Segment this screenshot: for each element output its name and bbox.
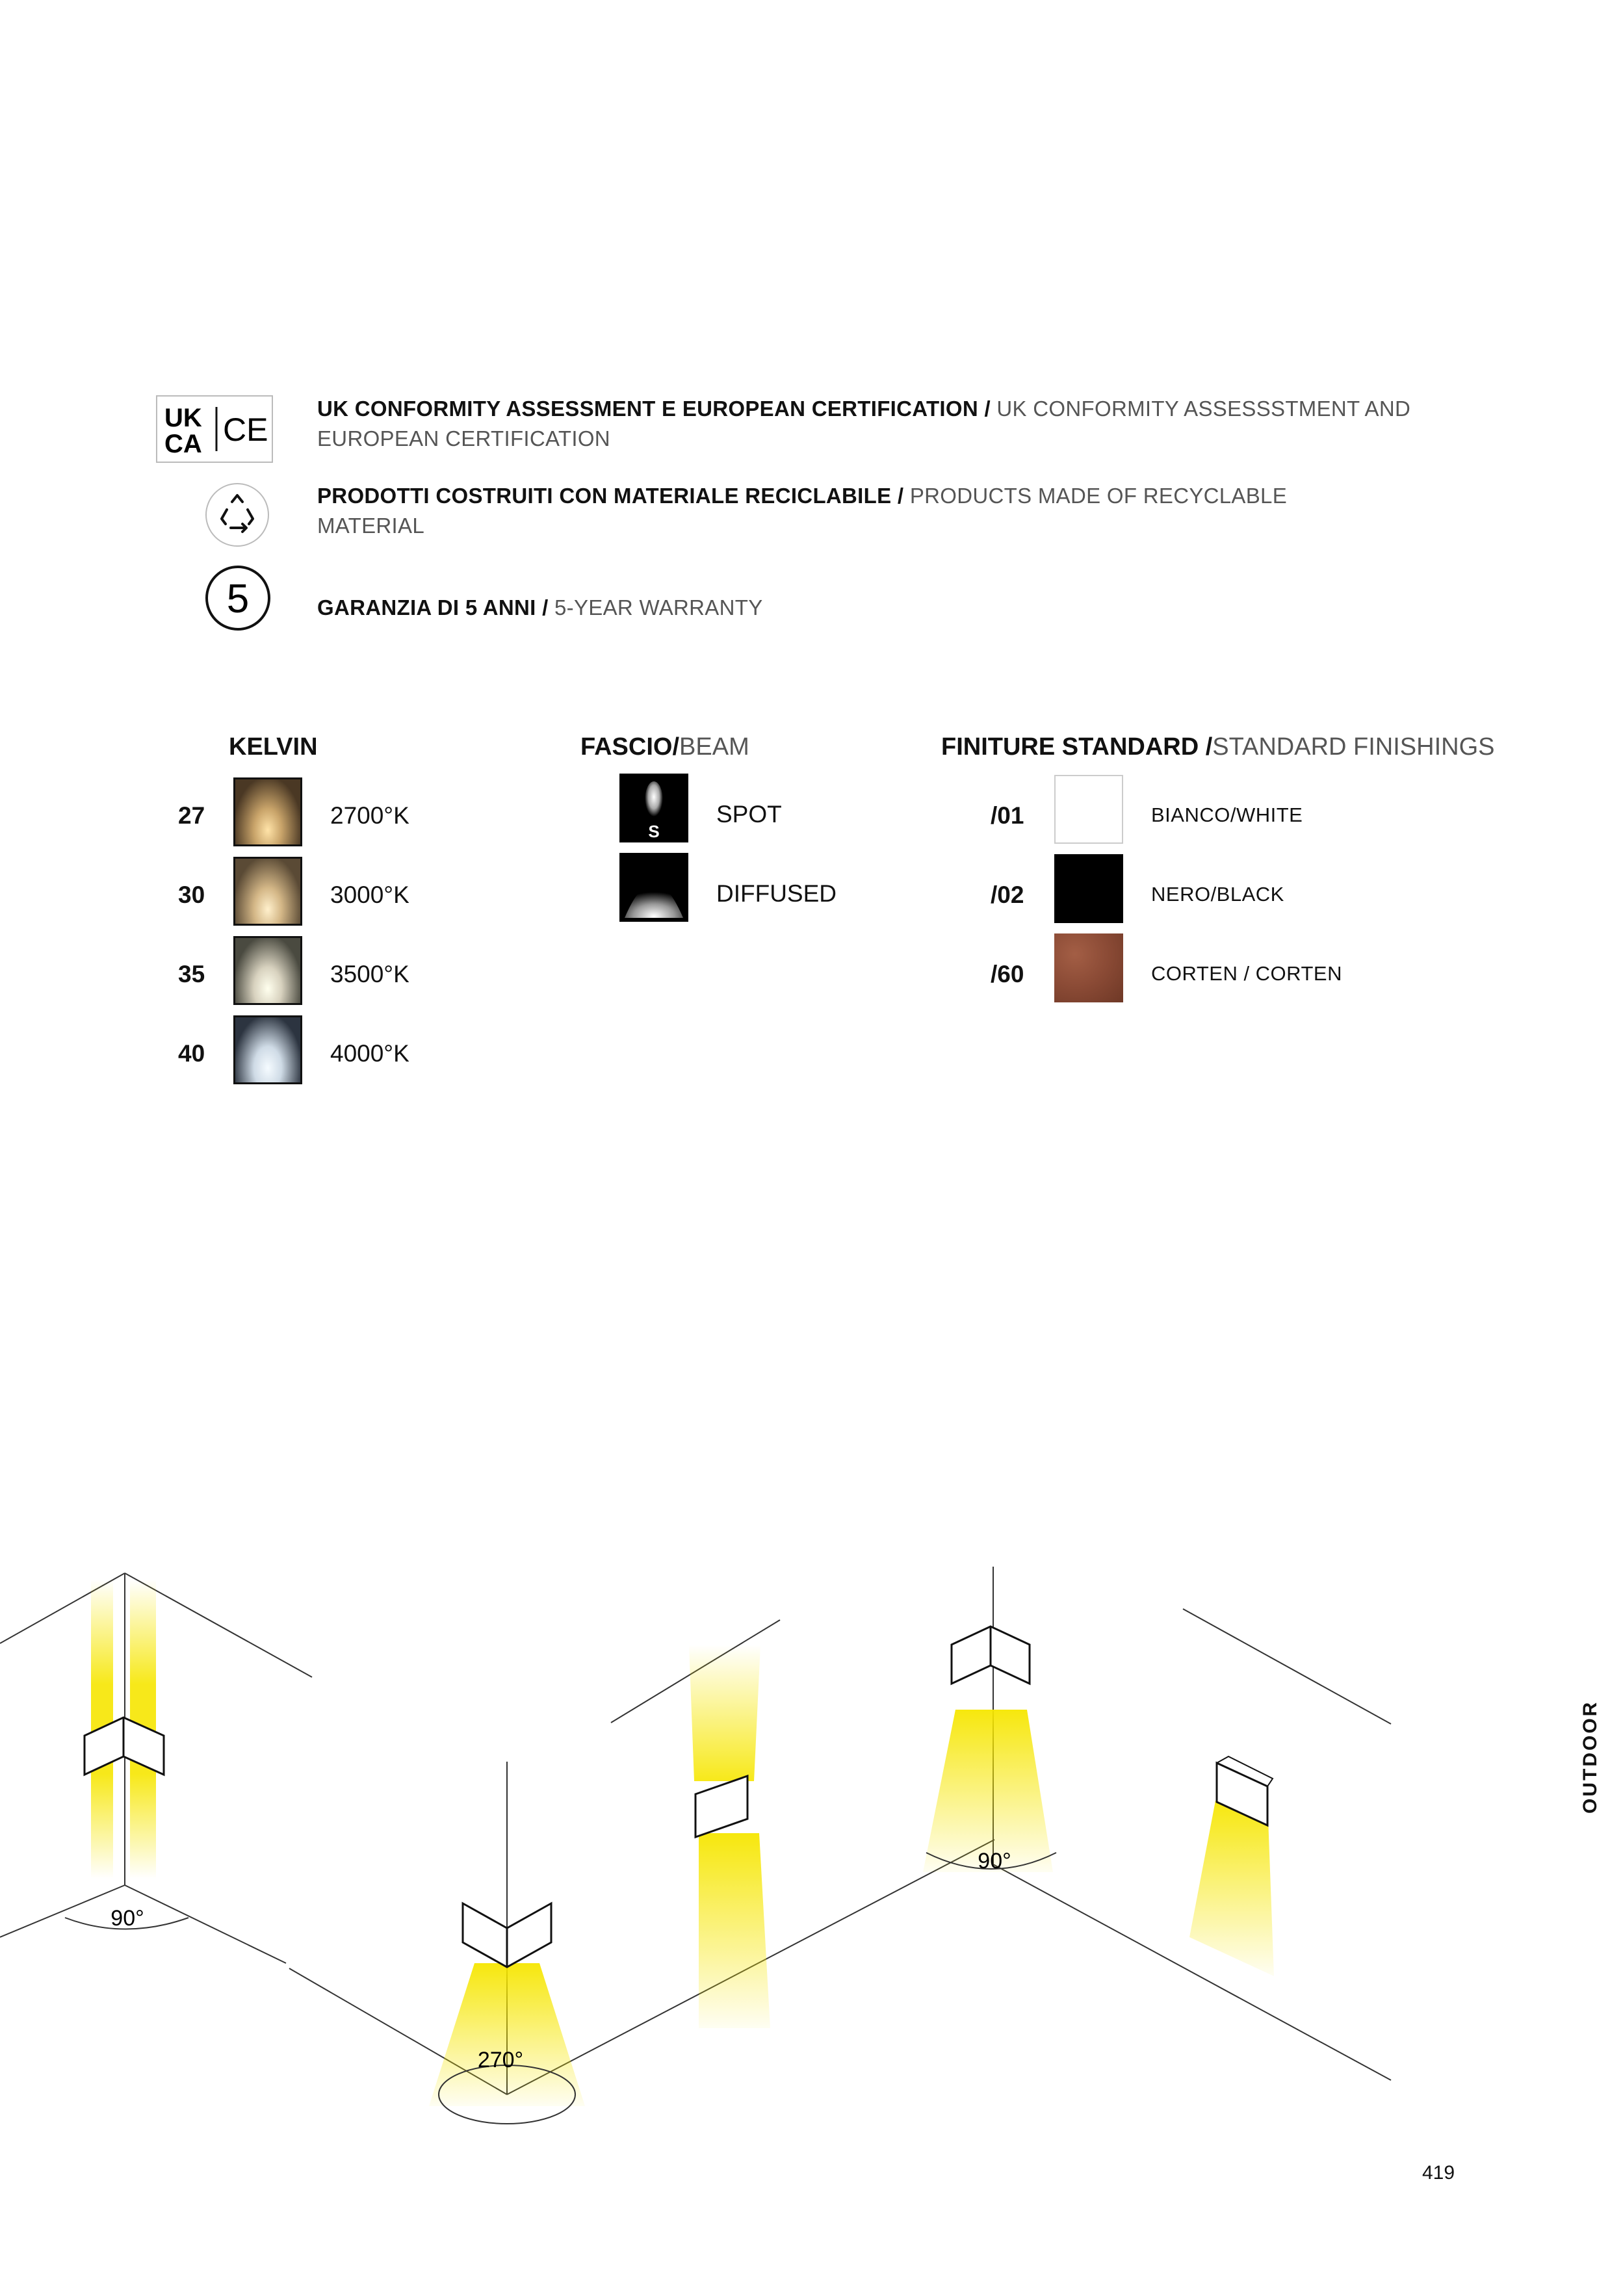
five-year-icon [204, 564, 272, 632]
angle-label-270: 270° [477, 2048, 524, 2072]
spot-badge: S [648, 822, 660, 841]
installation-diagram [0, 1547, 1623, 2184]
recycle-icon [203, 481, 271, 549]
kelvin-code-40: 40 [178, 1040, 205, 1067]
page-number: 419 [1422, 2162, 1455, 2184]
wall-fixture-up-down [611, 1620, 780, 2028]
kelvin-code-27: 27 [178, 802, 205, 829]
ukca-top-text: UK [164, 404, 202, 432]
cert-recycle-light-2: MATERIAL [317, 514, 424, 538]
finish-label-black: NERO/BLACK [1151, 883, 1284, 906]
cert-warranty-light: 5-YEAR WARRANTY [554, 595, 763, 620]
finish-swatch-white [1054, 775, 1123, 844]
finish-label-corten: CORTEN / CORTEN [1151, 962, 1342, 985]
diffused-beam-icon [619, 853, 688, 922]
spot-beam-icon [619, 774, 688, 842]
finishes-heading: FINITURE STANDARD /STANDARD FINISHINGS [941, 733, 1495, 761]
cert-ukca-light-2: EUROPEAN CERTIFICATION [317, 426, 610, 450]
kelvin-swatch-3000 [233, 857, 302, 926]
cert-ukca-bold: UK CONFORMITY ASSESSMENT E EUROPEAN CERTIFICATION [317, 397, 978, 421]
cert-recycle-light: PRODUCTS MADE OF RECYCLABLE [909, 484, 1288, 508]
beam-label-diffused: DIFFUSED [716, 880, 837, 907]
cert-warranty-text: GARANZIA DI 5 ANNI / 5-YEAR WARRANTY [317, 595, 763, 620]
kelvin-code-35: 35 [178, 961, 205, 987]
cert-ukca-light: UK CONFORMITY ASSESSSTMENT AND [996, 397, 1411, 421]
section-tab-outdoor: OUTDOOR [1579, 1700, 1601, 1814]
cert-warranty-bold: GARANZIA DI 5 ANNI [317, 595, 536, 620]
ce-mark-text: CE [223, 411, 268, 448]
cert-recycle-bold: PRODOTTI COSTRUITI CON MATERIALE RECICLABILE [317, 484, 892, 508]
kelvin-swatch-3500 [233, 936, 302, 1005]
ukca-bottom-text: CA [164, 430, 202, 458]
beam-heading: FASCIO/BEAM [580, 733, 749, 761]
corner-fixture-outer-270 [289, 1762, 994, 2124]
corner-fixture-inner-90 [0, 1573, 312, 1963]
finish-code-01: /01 [991, 802, 1024, 829]
kelvin-label-2700: 2700°K [330, 802, 409, 829]
corner-fixture-inner-90-down [923, 1567, 1391, 2080]
five-glyph: 5 [226, 577, 250, 621]
finish-label-white: BIANCO/WHITE [1151, 803, 1303, 826]
ukca-ce-icon [156, 395, 273, 463]
finish-swatch-corten [1054, 933, 1123, 1002]
kelvin-heading: KELVIN [229, 733, 318, 761]
cert-ukca-text: UK CONFORMITY ASSESSMENT E EUROPEAN CERTIFICATION / UK CONFORMITY ASSESSSTMENT AND EUROPEAN CERTIFICATION [317, 397, 1411, 450]
angle-label-90-left: 90° [110, 1906, 144, 1931]
wall-fixture-down [1189, 1756, 1274, 1976]
finish-swatch-black [1054, 854, 1123, 923]
kelvin-label-4000: 4000°K [330, 1040, 409, 1067]
beam-label-spot: SPOT [716, 801, 782, 828]
finish-code-60: /60 [991, 961, 1024, 987]
cert-recycle-text: PRODOTTI COSTRUITI CON MATERIALE RECICLABILE / PRODUCTS MADE OF RECYCLABLE MATERIAL [317, 484, 1288, 538]
finish-code-02: /02 [991, 881, 1024, 908]
kelvin-label-3500: 3500°K [330, 961, 409, 987]
kelvin-swatch-2700 [233, 777, 302, 846]
kelvin-swatch-4000 [233, 1015, 302, 1084]
angle-label-90-right: 90° [978, 1849, 1011, 1873]
kelvin-code-30: 30 [178, 881, 205, 908]
kelvin-label-3000: 3000°K [330, 881, 409, 908]
